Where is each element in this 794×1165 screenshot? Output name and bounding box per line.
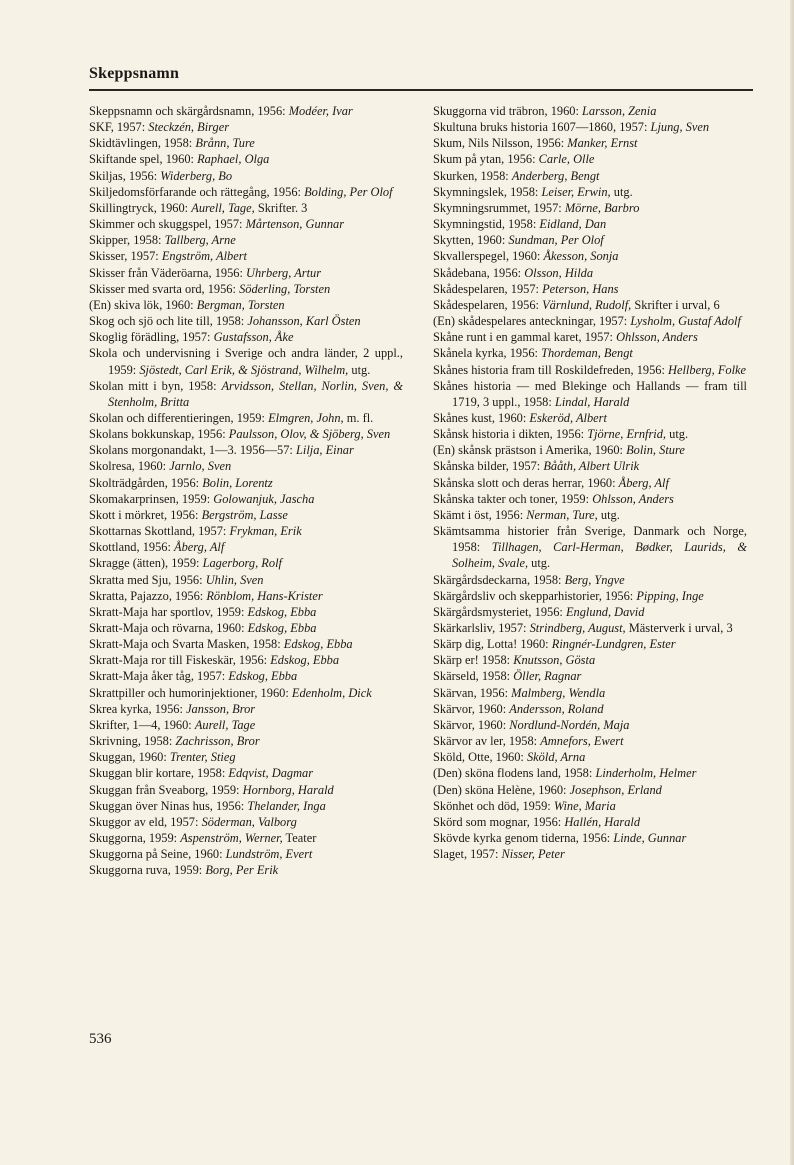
entry-author: Sjöstedt, Carl Erik, & Sjöstrand, Wilhelm,	[139, 362, 349, 377]
index-entry	[433, 588, 747, 604]
entry-author: Edskog, Ebba	[228, 669, 298, 684]
entry-title: Skånes historia fram till Roskildefreden, 1956:	[433, 362, 665, 377]
index-entry	[433, 604, 747, 620]
entry-note: utg.	[531, 556, 551, 571]
entry-author: Nordlund-Nordén, Maja	[509, 717, 630, 732]
index-entry	[433, 378, 747, 410]
entry-author: Raphael, Olga	[197, 152, 270, 167]
entry-author: Uhlin, Sven	[205, 572, 264, 587]
index-entry	[89, 265, 403, 281]
entry-author: Värnlund, Rudolf,	[542, 297, 632, 312]
entry-note: utg.	[600, 507, 620, 522]
entry-author: Wine, Maria	[553, 798, 616, 813]
index-entry	[89, 491, 403, 507]
index-entry	[89, 862, 403, 878]
entry-author: Frykman, Erik	[229, 524, 302, 539]
index-entry	[89, 814, 403, 830]
entry-author: Golowanjuk, Jascha	[213, 491, 315, 506]
entry-author: Malmberg, Wendla	[511, 685, 606, 700]
entry-author: Öller, Ragnar	[513, 669, 582, 684]
entry-title: Skämtsamma historier från Sverige, Danmark och Norge, 1958:	[433, 524, 747, 555]
index-entry	[89, 620, 403, 636]
entry-title: Skurken, 1958:	[433, 168, 509, 183]
entry-title: Skärgårdsliv och skepparhistorier, 1956:	[433, 588, 634, 603]
entry-title: Skånska bilder, 1957:	[433, 459, 541, 474]
entry-title: Skuggorna vid träbron, 1960:	[433, 104, 579, 118]
index-entry	[433, 636, 747, 652]
entry-author: Anderberg, Bengt	[511, 168, 600, 183]
entry-title: Skönhet och död, 1959:	[433, 798, 551, 813]
entry-title: Skiftande spel, 1960:	[89, 152, 194, 167]
index-entry	[89, 523, 403, 539]
entry-author: Bolin, Lorentz	[202, 475, 273, 490]
index-entry	[89, 184, 403, 200]
entry-title: Skott i mörkret, 1956:	[89, 507, 199, 522]
entry-author: Uhrberg, Artur	[246, 265, 322, 280]
index-entry	[433, 442, 747, 458]
index-entry	[433, 135, 747, 151]
entry-author: Modéer, Ivar	[288, 104, 353, 118]
entry-title: Skånes historia — med Blekinge och Hallands — fram till 1719, 3 uppl., 1958:	[433, 378, 747, 409]
entry-title: Skottarnas Skottland, 1957:	[89, 524, 227, 539]
entry-title: Skörd som mognar, 1956:	[433, 814, 562, 829]
entry-author: Söderling, Torsten	[239, 281, 331, 296]
entry-title: Skrifter, 1—4, 1960:	[89, 717, 192, 732]
index-entry	[433, 297, 747, 313]
entry-author: Sundman, Per Olof	[508, 233, 604, 248]
entry-title: Skillingtryck, 1960:	[89, 200, 189, 215]
entry-title: Skiljedomsförfarande och rättegång, 1956:	[89, 184, 301, 199]
entry-title: Skog och sjö och lite till, 1958:	[89, 314, 245, 329]
entry-title: Skuggan blir kortare, 1958:	[89, 766, 226, 781]
entry-title: Skärvor, 1960:	[433, 701, 507, 716]
index-entry	[89, 410, 403, 426]
entry-title: Skärgårdsdeckarna, 1958:	[433, 572, 562, 587]
index-entry	[89, 297, 403, 313]
entry-author: Linde, Gunnar	[613, 831, 687, 846]
entry-author: Sköld, Arna	[526, 750, 586, 765]
entry-author: Jansson, Bror	[186, 701, 256, 716]
entry-author: Bergström, Lasse	[201, 507, 288, 522]
index-entry	[433, 620, 747, 636]
entry-author: Berg, Yngve	[564, 572, 625, 587]
index-entry	[433, 685, 747, 701]
entry-title: Skragge (ätten), 1959:	[89, 556, 200, 571]
entry-author: Elmgren, John,	[268, 410, 344, 425]
entry-title: Skämt i öst, 1956:	[433, 507, 524, 522]
entry-title: Skidtävlingen, 1958:	[89, 136, 193, 151]
index-entry	[89, 830, 403, 846]
entry-author: Hornborg, Harald	[242, 782, 334, 797]
index-entry	[89, 749, 403, 765]
entry-title: Skuggorna, 1959:	[89, 831, 178, 846]
index-entry	[433, 798, 747, 814]
page-number: 536	[89, 1031, 112, 1047]
index-entry	[89, 507, 403, 523]
entry-author: Tallberg, Arne	[164, 233, 236, 248]
entry-author: Söderman, Valborg	[201, 814, 297, 829]
entry-author: Linderholm, Helmer	[595, 766, 697, 781]
index-entry	[433, 151, 747, 167]
entry-author: Aurell, Tage	[194, 717, 256, 732]
entry-title: Skärseld, 1958:	[433, 669, 511, 684]
entry-title: Skymningslek, 1958:	[433, 184, 539, 199]
entry-title: Skratta med Sju, 1956:	[89, 572, 203, 587]
entry-author: Olsson, Hilda	[524, 265, 594, 280]
index-entry	[89, 281, 403, 297]
entry-author: Bolding, Per Olof	[304, 184, 393, 199]
entry-title: Skärp er! 1958:	[433, 653, 511, 668]
index-entry	[89, 103, 403, 119]
entry-title: (Den) sköna flodens land, 1958:	[433, 766, 593, 781]
entry-author: Edskog, Ebba	[247, 604, 317, 619]
index-entry	[433, 782, 747, 798]
entry-title: Skratt-Maja och Svarta Masken, 1958:	[89, 637, 281, 652]
index-entry	[433, 830, 747, 846]
entry-title: Skisser, 1957:	[89, 249, 159, 264]
entry-author: Thelander, Inga	[247, 798, 326, 813]
index-entry	[433, 329, 747, 345]
entry-author: Leiser, Erwin,	[541, 184, 611, 199]
index-entry	[89, 798, 403, 814]
index-entry	[89, 782, 403, 798]
entry-author: Nisser, Peter	[501, 847, 565, 862]
entry-note: m. fl.	[346, 410, 374, 425]
index-entry	[433, 458, 747, 474]
entry-author: Strindberg, August,	[529, 621, 626, 635]
index-entry	[89, 701, 403, 717]
index-entry	[433, 523, 747, 571]
entry-title: Skymningstid, 1958:	[433, 217, 537, 232]
index-entry	[433, 717, 747, 733]
entry-title: Skolans bokkunskap, 1956:	[89, 427, 226, 442]
entry-title: Skärgårdsmysteriet, 1956:	[433, 604, 563, 619]
entry-title: Skärkarlsliv, 1957:	[433, 621, 527, 635]
entry-title: Skum, Nils Nilsson, 1956:	[433, 136, 565, 151]
entry-author: Andersson, Roland	[509, 701, 604, 716]
entry-title: Skytten, 1960:	[433, 233, 506, 248]
entry-author: Åberg, Alf	[174, 540, 225, 555]
index-entry	[433, 749, 747, 765]
index-entry	[433, 733, 747, 749]
entry-title: Skvallerspegel, 1960:	[433, 249, 541, 264]
index-entry	[89, 475, 403, 491]
entry-author: Edskog, Ebba	[247, 621, 317, 635]
entry-title: Skärp dig, Lotta! 1960:	[433, 637, 549, 652]
entry-author: Paulsson, Olov, & Sjöberg, Sven	[228, 427, 391, 442]
entry-title: Skolans morgonandakt, 1—3. 1956—57:	[89, 443, 293, 458]
entry-title: Skultuna bruks historia 1607—1860, 1957:	[433, 120, 648, 135]
index-entry	[89, 846, 403, 862]
index-entry	[433, 701, 747, 717]
entry-author: Pipping, Inge	[636, 588, 704, 603]
entry-author: Lindal, Harald	[554, 394, 630, 409]
entry-author: Josephson, Erland	[569, 782, 662, 797]
entry-title: Skuggan från Sveaborg, 1959:	[89, 782, 240, 797]
entry-title: Skövde kyrka genom tiderna, 1956:	[433, 831, 611, 846]
index-entry	[89, 685, 403, 701]
entry-title: Skratt-Maja har sportlov, 1959:	[89, 604, 245, 619]
entry-title: (En) skiva lök, 1960:	[89, 297, 194, 312]
index-entry	[433, 491, 747, 507]
entry-author: Nerman, Ture,	[526, 507, 598, 522]
index-entry	[433, 507, 747, 523]
entry-author: Gustafsson, Åke	[213, 330, 294, 345]
entry-title: Skymningsrummet, 1957:	[433, 200, 562, 215]
entry-title: Sköld, Otte, 1960:	[433, 750, 524, 765]
entry-title: SKF, 1957:	[89, 120, 146, 135]
entry-author: Hallén, Harald	[564, 814, 641, 829]
entry-author: Mörne, Barbro	[564, 200, 640, 215]
entry-author: Mårtenson, Gunnar	[245, 217, 345, 232]
entry-note: Skrifter. 3	[257, 200, 308, 215]
index-entry	[89, 636, 403, 652]
entry-title: Skola och undervisning i Sverige och andra länder, 2 uppl., 1959:	[89, 346, 403, 377]
index-entry	[433, 184, 747, 200]
index-entry	[433, 475, 747, 491]
entry-title: Skånska takter och toner, 1959:	[433, 491, 590, 506]
index-entry	[433, 362, 747, 378]
entry-title: Skum på ytan, 1956:	[433, 152, 536, 167]
index-entry	[89, 329, 403, 345]
entry-author: Carle, Olle	[538, 152, 595, 167]
index-entry	[89, 588, 403, 604]
entry-author: Ohlsson, Anders	[592, 491, 674, 506]
entry-title: Skolresa, 1960:	[89, 459, 167, 474]
index-entry	[89, 168, 403, 184]
index-entry	[433, 103, 747, 119]
entry-author: Larsson, Zenia	[582, 104, 657, 118]
entry-author: Engström, Albert	[161, 249, 247, 264]
entry-title: Skratt-Maja ror till Fiskeskär, 1956:	[89, 653, 268, 668]
entry-author: Zachrisson, Bror	[175, 734, 260, 749]
entry-title: (En) skådespelares anteckningar, 1957:	[433, 314, 628, 329]
entry-title: Skärvor, 1960:	[433, 717, 507, 732]
index-entry	[433, 232, 747, 248]
entry-author: Brånn, Ture	[195, 136, 255, 151]
entry-author: Knutsson, Gösta	[513, 653, 596, 668]
entry-title: Skisser med svarta ord, 1956:	[89, 281, 236, 296]
index-entry	[89, 200, 403, 216]
entry-title: Skuggorna ruva, 1959:	[89, 863, 203, 878]
index-entry	[433, 572, 747, 588]
entry-author: Bolin, Sture	[626, 443, 685, 458]
index-entry	[89, 717, 403, 733]
index-entry	[433, 765, 747, 781]
entry-author: Ljung, Sven	[650, 120, 710, 135]
entry-title: Skånela kyrka, 1956:	[433, 346, 538, 361]
entry-author: Edqvist, Dagmar	[228, 766, 314, 781]
index-entry	[433, 119, 747, 135]
index-entry	[433, 216, 747, 232]
index-entry	[89, 313, 403, 329]
entry-author: Eidland, Dan	[539, 217, 607, 232]
entry-author: Bååth, Albert Ulrik	[543, 459, 640, 474]
index-entry	[89, 442, 403, 458]
entry-author: Lysholm, Gustaf Adolf	[630, 314, 741, 329]
entry-title: Skådebana, 1956:	[433, 265, 522, 280]
index-entry	[89, 426, 403, 442]
index-entry	[89, 572, 403, 588]
entry-title: Skiljas, 1956:	[89, 168, 158, 183]
page-edge-shadow	[790, 0, 794, 1165]
entry-title: Skoglig förädling, 1957:	[89, 330, 211, 345]
entry-title: Skeppsnamn och skärgårdsnamn, 1956:	[89, 104, 286, 118]
entry-title: Skolan och differentieringen, 1959:	[89, 410, 265, 425]
index-entry	[89, 539, 403, 555]
index-entry	[89, 604, 403, 620]
index-entry	[89, 652, 403, 668]
entry-title: Skådespelaren, 1956:	[433, 297, 539, 312]
entry-title: (En) skånsk prästson i Amerika, 1960:	[433, 443, 623, 458]
entry-author: Aurell, Tage,	[191, 200, 255, 215]
entry-author: Hellberg, Folke	[668, 362, 747, 377]
index-entry	[89, 668, 403, 684]
index-entry	[433, 668, 747, 684]
index-entry	[433, 168, 747, 184]
entry-author: Ringnér-Lundgren, Ester	[551, 637, 676, 652]
entry-author: Edskog, Ebba	[283, 637, 353, 652]
entry-title: Skipper, 1958:	[89, 233, 162, 248]
entry-note: Skrifter i urval, 6	[634, 297, 720, 312]
header-rule	[89, 89, 753, 91]
entry-author: Åkesson, Sonja	[543, 249, 619, 264]
index-entry	[433, 410, 747, 426]
entry-author: Borg, Per Erik	[205, 863, 279, 878]
entry-author: Lilja, Einar	[295, 443, 354, 458]
entry-title: Skåne runt i en gammal karet, 1957:	[433, 330, 613, 345]
index-entry	[89, 555, 403, 571]
entry-author: Arvidsson, Stellan, Norlin, Sven, & Stenholm, Britta	[108, 378, 403, 409]
entry-title: Skuggor av eld, 1957:	[89, 814, 199, 829]
entry-title: Skisser från Väderöarna, 1956:	[89, 265, 243, 280]
entry-author: Edenholm, Dick	[291, 685, 372, 700]
index-entry	[89, 232, 403, 248]
entry-title: Skånska slott och deras herrar, 1960:	[433, 475, 616, 490]
entry-title: Skolan mitt i byn, 1958:	[89, 378, 217, 393]
entry-title: Skådespelaren, 1957:	[433, 281, 539, 296]
entry-note: utg.	[613, 184, 633, 199]
entry-note: utg.	[351, 362, 371, 377]
entry-title: Skärvan, 1956:	[433, 685, 509, 700]
entry-author: Englund, David	[565, 604, 645, 619]
entry-author: Tillhagen, Carl-Herman, Bødker, Laurids, & Solheim, Svale,	[452, 540, 747, 571]
index-entry	[89, 345, 403, 377]
right-column	[433, 103, 747, 862]
entry-author: Jarnlo, Sven	[169, 459, 232, 474]
index-entry	[89, 765, 403, 781]
entry-note: Teater	[285, 831, 317, 846]
entry-author: Tjörne, Ernfrid,	[587, 427, 667, 442]
entry-title: Skratt-Maja åker tåg, 1957:	[89, 669, 226, 684]
entry-author: Lagerborg, Rolf	[202, 556, 282, 571]
entry-title: Slaget, 1957:	[433, 847, 499, 862]
entry-author: Johansson, Karl Östen	[247, 314, 361, 329]
left-column	[89, 103, 403, 879]
index-entry	[433, 652, 747, 668]
index-entry	[433, 313, 747, 329]
entry-author: Edskog, Ebba	[270, 653, 340, 668]
index-entry	[433, 814, 747, 830]
entry-author: Lundström, Evert	[225, 847, 313, 862]
index-entry	[89, 135, 403, 151]
index-entry	[89, 248, 403, 264]
index-entry	[433, 426, 747, 442]
entry-title: Skomakarprinsen, 1959:	[89, 491, 211, 506]
entry-author: Bergman, Torsten	[196, 297, 285, 312]
entry-author: Trenter, Stieg	[169, 750, 236, 765]
entry-title: Skrea kyrka, 1956:	[89, 701, 183, 716]
index-entry	[89, 733, 403, 749]
entry-author: Thordeman, Bengt	[541, 346, 633, 361]
entry-author: Manker, Ernst	[567, 136, 638, 151]
index-entry	[89, 151, 403, 167]
entry-author: Eskeröd, Albert	[529, 410, 607, 425]
page-header-title: Skeppsnamn	[89, 65, 180, 82]
entry-title: (Den) sköna Helène, 1960:	[433, 782, 567, 797]
entry-note: Mästerverk i urval, 3	[628, 621, 733, 635]
entry-title: Skärvor av ler, 1958:	[433, 734, 538, 749]
index-entry	[433, 846, 747, 862]
index-entry	[89, 216, 403, 232]
entry-author: Widerberg, Bo	[160, 168, 233, 183]
entry-title: Skuggan över Ninas hus, 1956:	[89, 798, 245, 813]
entry-author: Amnefors, Ewert	[540, 734, 624, 749]
entry-title: Skolträdgården, 1956:	[89, 475, 200, 490]
index-entry	[89, 378, 403, 410]
index-entry	[433, 265, 747, 281]
entry-title: Skånsk historia i dikten, 1956:	[433, 427, 585, 442]
entry-title: Skottland, 1956:	[89, 540, 171, 555]
entry-author: Peterson, Hans	[542, 281, 619, 296]
index-entry	[433, 200, 747, 216]
entry-title: Skånes kust, 1960:	[433, 410, 527, 425]
index-entry	[89, 458, 403, 474]
entry-title: Skratta, Pajazzo, 1956:	[89, 588, 204, 603]
entry-author: Åberg, Alf	[618, 475, 669, 490]
entry-title: Skratt-Maja och rövarna, 1960:	[89, 621, 245, 635]
entry-title: Skrattpiller och humorinjektioner, 1960:	[89, 685, 289, 700]
entry-title: Skimmer och skuggspel, 1957:	[89, 217, 243, 232]
entry-title: Skuggan, 1960:	[89, 750, 167, 765]
index-entry	[433, 345, 747, 361]
entry-author: Steckzén, Birger	[148, 120, 230, 135]
entry-author: Ohlsson, Anders	[616, 330, 698, 345]
entry-title: Skuggorna på Seine, 1960:	[89, 847, 223, 862]
entry-title: Skrivning, 1958:	[89, 734, 173, 749]
entry-author: Aspenström, Werner,	[180, 831, 283, 846]
entry-note: utg.	[669, 427, 689, 442]
entry-author: Rönblom, Hans-Krister	[206, 588, 323, 603]
index-entry	[433, 281, 747, 297]
index-entry	[433, 248, 747, 264]
index-entry	[89, 119, 403, 135]
